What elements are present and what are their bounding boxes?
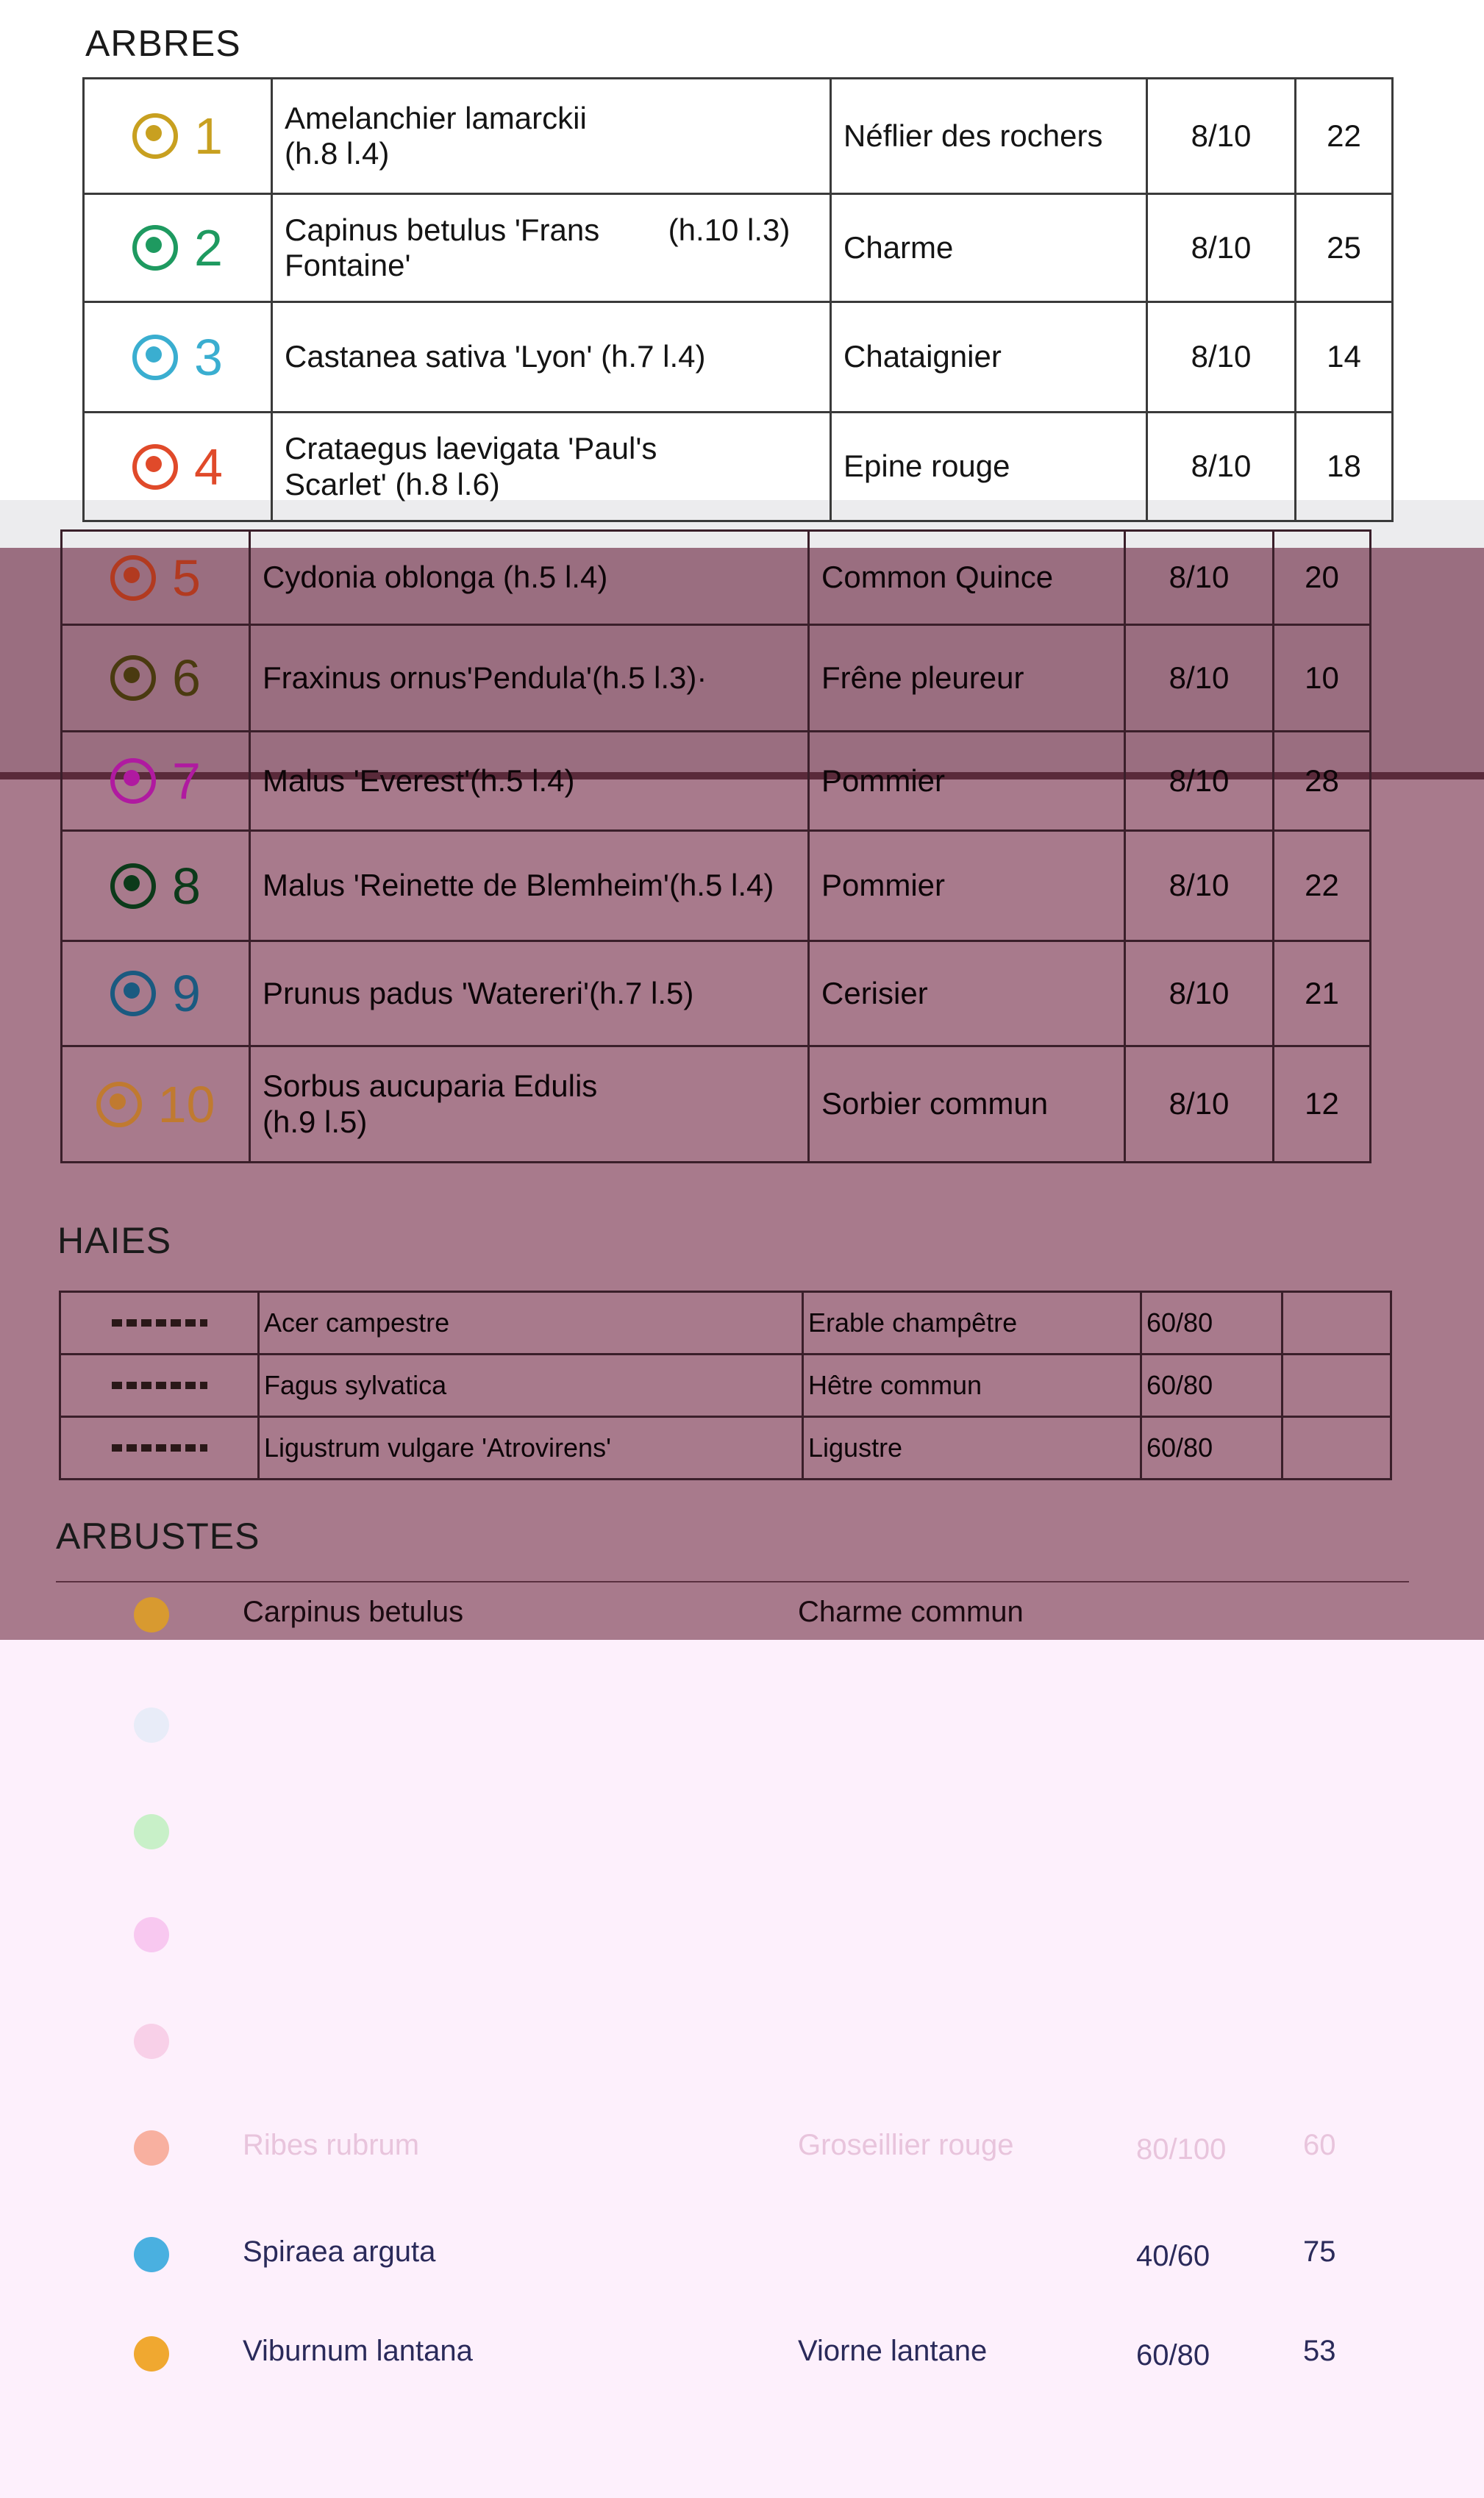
table-row xyxy=(84,194,1393,302)
common-name: Common Quince xyxy=(809,531,1125,625)
list-item xyxy=(0,1908,1484,1967)
latin-name: Malus 'Reinette de Blemheim'(h.5 l.4) xyxy=(263,868,774,903)
common-name: Pommier xyxy=(809,732,1125,831)
tree-circle-icon xyxy=(132,113,178,159)
latin-name-cell xyxy=(250,732,809,831)
table-row xyxy=(84,413,1393,521)
common-name: Hêtre commun xyxy=(803,1355,1141,1417)
hedge-symbol-cell xyxy=(60,1355,259,1417)
tree-symbol xyxy=(74,549,237,607)
size-cell: 40/60 xyxy=(1136,2240,1210,2272)
list-item xyxy=(0,1805,1484,1864)
quantity-cell: 28 xyxy=(1274,732,1371,831)
latin-name-line-2: (h.9 l.5) xyxy=(263,1104,368,1139)
latin-name: Ligustrum vulgare 'Atrovirens' xyxy=(259,1417,803,1480)
list-item xyxy=(0,2121,1484,2180)
arbres-table-top xyxy=(82,77,1394,522)
quantity-cell xyxy=(1283,1355,1391,1417)
table-row xyxy=(84,79,1393,194)
size-cell: 8/10 xyxy=(1125,732,1274,831)
common-name: Sorbier commun xyxy=(809,1046,1125,1163)
section-title-arbres: ARBRES xyxy=(85,23,241,64)
table-row xyxy=(62,831,1371,941)
tree-symbol-cell xyxy=(62,625,250,732)
haies-table xyxy=(59,1291,1392,1480)
hedge-line-icon xyxy=(112,1382,207,1389)
size-cell: 8/10 xyxy=(1125,531,1274,625)
latin-name-cell xyxy=(250,941,809,1046)
latin-name: Castanea sativa 'Lyon' (h.7 l.4) xyxy=(285,339,706,374)
tree-symbol xyxy=(74,965,237,1022)
table-row xyxy=(62,625,1371,732)
shrub-dot-icon xyxy=(134,1917,169,1952)
table-row xyxy=(62,1046,1371,1163)
tree-symbol xyxy=(74,857,237,915)
latin-name: Spiraea arguta xyxy=(243,2235,436,2268)
quantity-cell: 12 xyxy=(1274,1046,1371,1163)
latin-name: Cydonia oblonga (h.5 l.4) xyxy=(263,560,608,595)
common-name: Erable champêtre xyxy=(803,1292,1141,1355)
quantity-cell: 53 xyxy=(1303,2335,1336,2367)
table-row xyxy=(62,531,1371,625)
latin-name: Amelanchier lamarckii xyxy=(285,100,587,135)
common-name: Frêne pleureur xyxy=(809,625,1125,732)
common-name: Viorne lantane xyxy=(798,2335,988,2367)
latin-name-cell xyxy=(250,625,809,732)
latin-name-line-2: (h.8 l.4) xyxy=(285,136,390,171)
section-title-arbustes: ARBUSTES xyxy=(56,1516,260,1557)
tree-symbol xyxy=(96,107,259,165)
latin-name-cell xyxy=(250,531,809,625)
size-cell: 8/10 xyxy=(1125,941,1274,1046)
common-name: Charme commun xyxy=(798,1596,1024,1628)
shrub-dot-icon xyxy=(134,2130,169,2166)
tree-circle-icon xyxy=(96,1082,142,1127)
shrub-dot-icon xyxy=(134,2024,169,2059)
list-item xyxy=(0,1588,1484,1647)
size-cell: 60/80 xyxy=(1141,1417,1283,1480)
common-name: Groseillier rouge xyxy=(798,2129,1014,2161)
tree-circle-icon xyxy=(132,444,178,490)
tree-circle-icon xyxy=(132,225,178,271)
latin-name-cell xyxy=(272,79,831,194)
list-item xyxy=(0,2327,1484,2386)
tree-symbol xyxy=(96,328,259,386)
latin-name: Viburnum lantana xyxy=(243,2335,473,2367)
latin-name-cell xyxy=(272,413,831,521)
tree-circle-icon xyxy=(110,555,156,601)
tree-symbol-cell xyxy=(62,941,250,1046)
list-item xyxy=(0,2015,1484,2074)
tree-number: 2 xyxy=(194,219,223,276)
tree-symbol-cell xyxy=(62,1046,250,1163)
latin-name: Ribes rubrum xyxy=(243,2129,420,2161)
tree-circle-icon xyxy=(110,758,156,804)
common-name: Pommier xyxy=(809,831,1125,941)
latin-name: Sorbus aucuparia Edulis xyxy=(263,1068,598,1104)
list-item xyxy=(0,2228,1484,2287)
latin-name: Crataegus laevigata 'Paul's xyxy=(285,431,657,466)
tree-circle-icon xyxy=(110,655,156,701)
latin-name: Carpinus betulus xyxy=(243,1596,464,1628)
tree-symbol-cell xyxy=(62,531,250,625)
table-row xyxy=(84,302,1393,413)
quantity-cell: 14 xyxy=(1296,302,1393,413)
table-row xyxy=(60,1292,1391,1355)
hedge-symbol-cell xyxy=(60,1417,259,1480)
tree-symbol-cell xyxy=(84,413,272,521)
tree-number: 6 xyxy=(172,649,201,707)
tree-circle-icon xyxy=(110,863,156,909)
tree-number: 1 xyxy=(194,107,223,165)
list-item xyxy=(0,1699,1484,1757)
common-name: Néflier des rochers xyxy=(831,79,1147,194)
latin-name: Prunus padus 'Watereri'(h.7 l.5) xyxy=(263,975,694,1010)
size-cell: 60/80 xyxy=(1141,1355,1283,1417)
shrub-dot-icon xyxy=(134,1707,169,1743)
latin-name-line-2: Fontaine' xyxy=(285,248,411,282)
tree-number: 9 xyxy=(172,965,201,1022)
hedge-line-icon xyxy=(112,1444,207,1452)
size-cell: 8/10 xyxy=(1125,831,1274,941)
table-row xyxy=(62,941,1371,1046)
latin-name-line-2: Scarlet' (h.8 l.6) xyxy=(285,466,500,502)
size-cell: 8/10 xyxy=(1147,413,1296,521)
section-title-haies: HAIES xyxy=(57,1220,172,1261)
latin-name-cell xyxy=(250,1046,809,1163)
table-row xyxy=(60,1355,1391,1417)
tree-symbol-cell xyxy=(84,302,272,413)
latin-name-cell xyxy=(250,831,809,941)
tree-number: 7 xyxy=(172,752,201,810)
size-cell: 8/10 xyxy=(1147,194,1296,302)
quantity-cell: 18 xyxy=(1296,413,1393,521)
quantity-cell xyxy=(1283,1292,1391,1355)
hedge-symbol-cell xyxy=(60,1292,259,1355)
latin-name: Acer campestre xyxy=(259,1292,803,1355)
size-cell: 8/10 xyxy=(1147,79,1296,194)
quantity-cell: 20 xyxy=(1274,531,1371,625)
table-row xyxy=(60,1417,1391,1480)
quantity-cell: 25 xyxy=(1296,194,1393,302)
tree-symbol xyxy=(74,752,237,810)
tree-number: 3 xyxy=(194,328,223,386)
size-cell: 8/10 xyxy=(1125,1046,1274,1163)
arbustes-table-top-border xyxy=(56,1581,1409,1582)
quantity-cell xyxy=(1283,1417,1391,1480)
latin-name: Fagus sylvatica xyxy=(259,1355,803,1417)
common-name: Cerisier xyxy=(809,941,1125,1046)
shrub-dot-icon xyxy=(134,1814,169,1849)
shrub-dot-icon xyxy=(134,1597,169,1632)
tree-number: 8 xyxy=(172,857,201,915)
shrub-dot-icon xyxy=(134,2336,169,2372)
latin-name: Malus 'Everest'(h.5 l.4) xyxy=(263,763,575,798)
quantity-cell: 22 xyxy=(1296,79,1393,194)
quantity-cell: 22 xyxy=(1274,831,1371,941)
tree-symbol xyxy=(96,219,259,276)
arbres-table-bottom xyxy=(60,529,1371,1163)
tree-circle-icon xyxy=(110,971,156,1016)
hedge-line-icon xyxy=(112,1319,207,1327)
tree-symbol-cell xyxy=(62,831,250,941)
size-cell: 60/80 xyxy=(1136,2339,1210,2372)
tree-symbol-cell xyxy=(84,79,272,194)
quantity-cell: 75 xyxy=(1303,2235,1336,2268)
tree-circle-icon xyxy=(132,335,178,380)
common-name: Chataignier xyxy=(831,302,1147,413)
latin-name-cell xyxy=(272,302,831,413)
tree-symbol-cell xyxy=(62,732,250,831)
quantity-cell: 60 xyxy=(1303,2129,1336,2161)
quantity-cell: 10 xyxy=(1274,625,1371,732)
latin-name: Fraxinus ornus'Pendula'(h.5 l.3)· xyxy=(263,660,707,695)
quantity-cell: 21 xyxy=(1274,941,1371,1046)
size-cell: 60/80 xyxy=(1141,1292,1283,1355)
tree-number: 5 xyxy=(172,549,201,607)
tree-symbol xyxy=(74,649,237,707)
common-name: Charme xyxy=(831,194,1147,302)
tree-number: 4 xyxy=(194,438,223,496)
tree-number: 10 xyxy=(157,1075,215,1133)
tree-symbol-cell xyxy=(84,194,272,302)
size-cell: 8/10 xyxy=(1125,625,1274,732)
table-row xyxy=(62,732,1371,831)
common-name: Epine rouge xyxy=(831,413,1147,521)
size-cell: 8/10 xyxy=(1147,302,1296,413)
tree-symbol xyxy=(96,438,259,496)
tree-symbol xyxy=(74,1075,237,1133)
shrub-dot-icon xyxy=(134,2237,169,2272)
latin-name: Capinus betulus 'Frans (h.10 l.3) xyxy=(285,212,791,247)
common-name: Ligustre xyxy=(803,1417,1141,1480)
size-cell: 80/100 xyxy=(1136,2133,1227,2166)
latin-name-cell xyxy=(272,194,831,302)
